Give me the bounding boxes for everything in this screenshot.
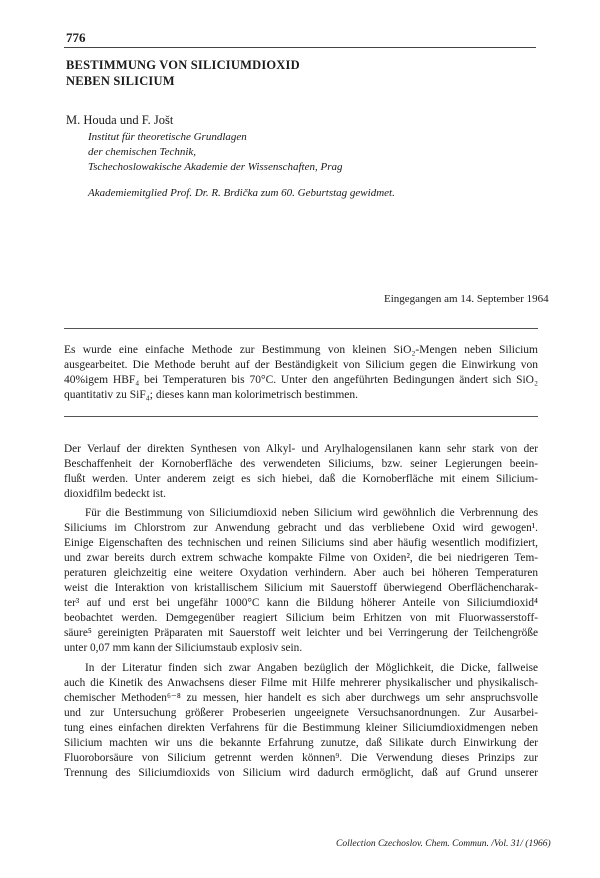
paragraph-line: flußt werden. Unter anderem zeigt es sich hiebei, daß die Kornoberfläche mit einem Silicium-: [64, 473, 538, 485]
authors: M. Houda und F. Jošt: [66, 113, 174, 127]
paragraph-line: und zwar bereits durch extrem schwache kompakte Filme von Oxiden², die bei niedrigeren Tem-: [64, 552, 538, 564]
paragraph-line: Silicium machten wir uns die bekannte Erfahrung zunutze, daß Silikate durch Einwirkung der: [64, 737, 538, 749]
affiliation-line-3: Tschechoslowakische Akademie der Wissenschaften, Prag: [88, 161, 343, 173]
title-line-1: BESTIMMUNG VON SILICIUMDIOXID: [66, 58, 300, 72]
paragraph-line: In der Literatur finden sich zwar Angaben bezüglich der Möglichkeit, die Dicke, fallweise: [85, 662, 538, 674]
paragraph-line: auch die Kinetik des Anwachsens dieser Filme mit Hilfe mehrerer physikalischer und physikalisch-: [64, 677, 538, 689]
paragraph-line: Einige Eigenschaften des technischen und reinen Siliciums sind aber häufig wesentlich modifiziert,: [64, 537, 538, 549]
paragraph-line: unter 0,07 mm kann der Siliciumstaub explosiv sein.: [64, 642, 303, 654]
paragraph-line: und zur Untersuchung größerer Probeserien ungeeignete Versuchsanordnungen. Zur Ausarbei-: [64, 707, 538, 719]
dedication: Akademiemitglied Prof. Dr. R. Brdička zum 60. Geburtstag gewidmet.: [88, 187, 395, 199]
paragraph-line: Der Verlauf der direkten Synthesen von Alkyl- und Arylhalogensilanen kann sehr stark von der: [64, 443, 538, 455]
paragraph-line: peraturen gleichzeitig eine weitere Oxydation verhindern. Aber auch bei höheren Temperaturen: [64, 567, 538, 579]
paragraph-2: [64, 506, 538, 656]
header-rule: [64, 47, 536, 48]
paragraph-line: tung eines einfachen direkten Verfahrens für die Bestimmung kleiner Siliciumdioxidmengen neben: [64, 722, 538, 734]
abstract: Es wurde eine einfache Methode zur Bestimmung von kleinen SiO₂-Mengen neben Silicium ausgearbeitet. Die Methode beruht auf der Beständigkeit von Silicium gegen die Einwirkung von 40%igem HBF₄ bei Temperaturen bis 70°C. Unter den angeführten Bedingungen ändert sich SiO₂ quantitativ zu SiF₄; dieses kann man kolorimetrisch bestimmen.: [64, 344, 538, 401]
article-title: [66, 57, 536, 89]
paragraph-line: Trennung des Siliciumdioxids von Silicium wird dadurch ermöglicht, daß auf Grund unserer: [64, 767, 538, 779]
affiliation-line-1: Institut für theoretische Grundlagen: [88, 131, 247, 143]
paragraph-line: Siliciums im Chlorstrom zur Anwendung gebracht und das verbliebene Oxid wird gewogen¹.: [64, 522, 538, 534]
received-date: Eingegangen am 14. September 1964: [384, 293, 549, 305]
journal-footer: Collection Czechoslov. Chem. Commun. /Vol. 31/ (1966): [336, 839, 551, 849]
paragraph-line: säure⁵ gereinigten Präparaten mit Sauerstoff weit leichter und bei Verringerung der Teilchengröße: [64, 627, 538, 639]
paragraph-line: beobachtet werden. Demgegenüber reagiert Silicium beim Erhitzen von mit Fluorwasserstoff-: [64, 612, 538, 624]
abstract-bottom-rule: [64, 416, 538, 417]
affiliation: [88, 130, 528, 175]
paragraph-line: Fluoroborsäure von Silicium getrennt werden können⁹. Die Verwendung dieses Prinzips zur: [64, 752, 538, 764]
paragraph-line: weist die Interaktion von kristallischem Silicium mit Sauerstoff überwiegend Oberflächencharak-: [64, 582, 538, 594]
paragraph-line: Beschaffenheit der Kornoberfläche des verwendeten Siliciums, bzw. seiner Legierungen beein-: [64, 458, 538, 470]
paragraph-line: ter³ auf und erst bei ungefähr 1000°C kann die Bildung höherer Anteile von Siliciumdioxid⁴: [64, 597, 538, 609]
abstract-top-rule: [64, 328, 538, 329]
paragraph-1: [64, 442, 538, 502]
paragraph-line: Für die Bestimmung von Siliciumdioxid neben Silicium wird gewöhnlich die Verbrennung des: [85, 507, 538, 519]
paragraph-line: dioxidfilm bedeckt ist.: [64, 488, 166, 500]
paragraph-line: chemischer Methoden⁶⁻⁸ zu messen, hier handelt es sich aber durchwegs um sehr anspruchsvolle: [64, 692, 538, 704]
paragraph-3: [64, 661, 538, 781]
page-number: 776: [66, 30, 86, 45]
title-line-2: NEBEN SILICIUM: [66, 74, 175, 88]
affiliation-line-2: der chemischen Technik,: [88, 146, 197, 158]
